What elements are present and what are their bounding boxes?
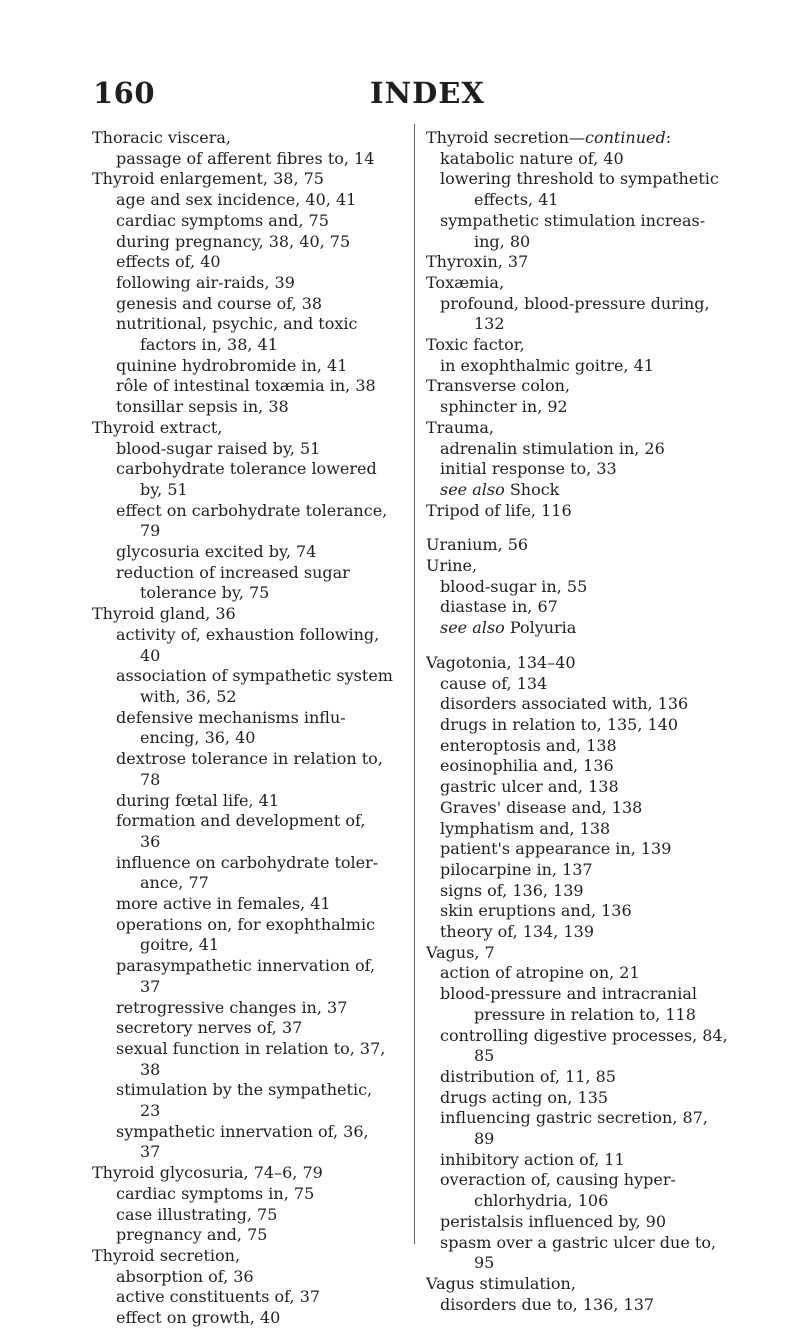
index-subentry: disorders due to, 136, 137: [440, 1294, 655, 1314]
index-subentry: blood-sugar raised by, 51: [116, 438, 321, 458]
page-number: 160: [93, 76, 156, 110]
index-subentry: signs of, 136, 139: [440, 880, 584, 900]
index-subentry: cardiac symptoms in, 75: [116, 1183, 315, 1203]
entry-spacer: [426, 639, 756, 653]
index-subentry: overaction of, causing hyper-: [440, 1170, 676, 1190]
index-subentry: initial response to, 33: [440, 459, 617, 479]
index-subentry: adrenalin stimulation in, 26: [440, 438, 665, 458]
index-subentry: secretory nerves of, 37: [116, 1018, 303, 1038]
index-subentry: pressure in relation to, 118: [474, 1004, 696, 1024]
index-subentry: ing, 80: [474, 231, 531, 251]
index-entry: Toxæmia,: [426, 272, 505, 292]
index-subentry: 38: [140, 1059, 161, 1079]
index-subentry: blood-sugar in, 55: [440, 576, 588, 596]
index-entry: Trauma,: [426, 417, 494, 437]
index-subentry: lowering threshold to sympathetic: [440, 169, 719, 189]
index-subentry: factors in, 38, 41: [140, 335, 278, 355]
index-subentry: retrogressive changes in, 37: [116, 997, 348, 1017]
index-subentry: 37: [140, 1142, 161, 1162]
index-subentry: pilocarpine in, 137: [440, 859, 593, 879]
index-subentry: active constituents of, 37: [116, 1287, 321, 1307]
index-subentry: see also Polyuria: [440, 618, 577, 638]
index-entry: Uranium, 56: [426, 535, 529, 555]
index-subentry: peristalsis influenced by, 90: [440, 1211, 667, 1231]
index-subentry: during fœtal life, 41: [116, 790, 280, 810]
index-subentry: during pregnancy, 38, 40, 75: [116, 231, 351, 251]
index-subentry: theory of, 134, 139: [440, 922, 595, 942]
index-subentry: skin eruptions and, 136: [440, 901, 632, 921]
index-subentry: spasm over a gastric ulcer due to,: [440, 1232, 717, 1252]
index-subentry: 95: [474, 1253, 495, 1273]
index-subentry: defensive mechanisms influ-: [116, 707, 346, 727]
index-subentry: goitre, 41: [140, 935, 220, 955]
index-entry: Thyroid secretion—continued:: [426, 128, 672, 147]
index-subentry: enteroptosis and, 138: [440, 735, 617, 755]
index-subentry: ance, 77: [140, 873, 209, 893]
index-entry: Thyroid glycosuria, 74–6, 79: [92, 1163, 323, 1183]
index-subentry: encing, 36, 40: [140, 728, 256, 748]
index-subentry: cardiac symptoms and, 75: [116, 210, 329, 230]
index-subentry: chlorhydria, 106: [474, 1191, 609, 1211]
index-subentry: effect on carbohydrate tolerance,: [116, 500, 388, 520]
index-subentry: distribution of, 11, 85: [440, 1066, 616, 1086]
index-subentry: association of sympathetic system: [116, 666, 393, 686]
index-subentry: effects, 41: [474, 190, 559, 210]
index-subentry: 89: [474, 1129, 495, 1149]
index-subentry: 85: [474, 1046, 495, 1066]
index-subentry: profound, blood-pressure during,: [440, 293, 710, 313]
index-subentry: 36: [140, 831, 161, 851]
index-subentry: disorders associated with, 136: [440, 694, 689, 714]
index-entry: Thyroxin, 37: [426, 252, 529, 272]
index-subentry: pregnancy and, 75: [116, 1225, 268, 1245]
index-subentry: nutritional, psychic, and toxic: [116, 314, 358, 334]
index-subentry: see also Shock: [440, 479, 560, 499]
index-subentry: 23: [140, 1101, 161, 1121]
index-subentry: cause of, 134: [440, 673, 548, 693]
index-subentry: katabolic nature of, 40: [440, 148, 624, 168]
index-subentry: lymphatism and, 138: [440, 818, 611, 838]
index-subentry: 37: [140, 976, 161, 996]
index-subentry: by, 51: [140, 479, 188, 499]
index-subentry: action of atropine on, 21: [440, 963, 640, 983]
index-subentry: following air-raids, 39: [116, 272, 295, 292]
entry-spacer: [426, 521, 756, 535]
index-subentry: rôle of intestinal toxæmia in, 38: [116, 376, 376, 396]
index-subentry: 132: [474, 314, 505, 334]
index-subentry: formation and development of,: [116, 811, 366, 831]
index-subentry: drugs in relation to, 135, 140: [440, 714, 679, 734]
index-subentry: influencing gastric secretion, 87,: [440, 1108, 708, 1128]
index-subentry: tolerance by, 75: [140, 583, 270, 603]
index-subentry: effects of, 40: [116, 252, 221, 272]
index-entry: Vagus stimulation,: [426, 1273, 576, 1293]
index-entry: Thyroid secretion,: [92, 1245, 241, 1265]
index-subentry: tonsillar sepsis in, 38: [116, 397, 289, 417]
index-entry: Urine,: [426, 556, 478, 576]
index-subentry: parasympathetic innervation of,: [116, 956, 376, 976]
index-subentry: Graves' disease and, 138: [440, 797, 643, 817]
index-subentry: eosinophilia and, 136: [440, 756, 614, 776]
index-subentry: case illustrating, 75: [116, 1204, 278, 1224]
index-subentry: inhibitory action of, 11: [440, 1149, 625, 1169]
index-subentry: glycosuria excited by, 74: [116, 542, 317, 562]
column-divider: [414, 124, 415, 1244]
index-entry: Transverse colon,: [426, 376, 571, 396]
index-entry: Vagotonia, 134–40: [426, 652, 576, 672]
index-subentry: genesis and course of, 38: [116, 293, 323, 313]
index-subentry: sympathetic stimulation increas-: [440, 210, 706, 230]
index-subentry: absorption of, 36: [116, 1266, 254, 1286]
index-subentry: sexual function in relation to, 37,: [116, 1038, 386, 1058]
page-header: [0, 76, 801, 116]
index-column-left: [92, 128, 422, 1329]
index-subentry: dextrose tolerance in relation to,: [116, 749, 383, 769]
index-column-right: [426, 128, 756, 1315]
index-italic-text: see also: [440, 479, 505, 499]
index-subentry: sphincter in, 92: [440, 397, 568, 417]
index-entry: Thyroid gland, 36: [92, 604, 236, 624]
index-entry: Toxic factor,: [426, 335, 525, 355]
index-subentry: sympathetic innervation of, 36,: [116, 1121, 369, 1141]
index-subentry: 79: [140, 521, 161, 541]
index-subentry: more active in females, 41: [116, 894, 331, 914]
index-subentry: operations on, for exophthalmic: [116, 914, 376, 934]
index-italic-text: continued: [584, 128, 666, 147]
index-entry: Thyroid extract,: [92, 417, 223, 437]
index-subentry: age and sex incidence, 40, 41: [116, 190, 357, 210]
index-subentry: reduction of increased sugar: [116, 562, 350, 582]
index-subentry: carbohydrate tolerance lowered: [116, 459, 377, 479]
index-subentry: influence on carbohydrate toler-: [116, 852, 379, 872]
index-subentry: blood-pressure and intracranial: [440, 984, 697, 1004]
index-entry: Thyroid enlargement, 38, 75: [92, 169, 324, 189]
index-subentry: diastase in, 67: [440, 597, 558, 617]
index-italic-text: see also: [440, 618, 505, 638]
index-subentry: passage of afferent fibres to, 14: [116, 148, 375, 168]
index-subentry: gastric ulcer and, 138: [440, 777, 619, 797]
index-subentry: drugs acting on, 135: [440, 1087, 609, 1107]
index-subentry: controlling digestive processes, 84,: [440, 1025, 728, 1045]
index-entry: Vagus, 7: [426, 942, 495, 962]
index-subentry: effect on growth, 40: [116, 1308, 281, 1328]
index-entry: Thoracic viscera,: [92, 128, 231, 147]
index-subentry: quinine hydrobromide in, 41: [116, 355, 348, 375]
index-subentry: patient's appearance in, 139: [440, 839, 672, 859]
index-subentry: activity of, exhaustion following,: [116, 624, 380, 644]
index-subentry: 40: [140, 645, 161, 665]
index-subentry: stimulation by the sympathetic,: [116, 1080, 373, 1100]
index-entry: Tripod of life, 116: [426, 500, 572, 520]
page-title: INDEX: [370, 76, 485, 110]
index-subentry: with, 36, 52: [140, 686, 237, 706]
index-subentry: in exophthalmic goitre, 41: [440, 355, 654, 375]
index-subentry: 78: [140, 769, 161, 789]
